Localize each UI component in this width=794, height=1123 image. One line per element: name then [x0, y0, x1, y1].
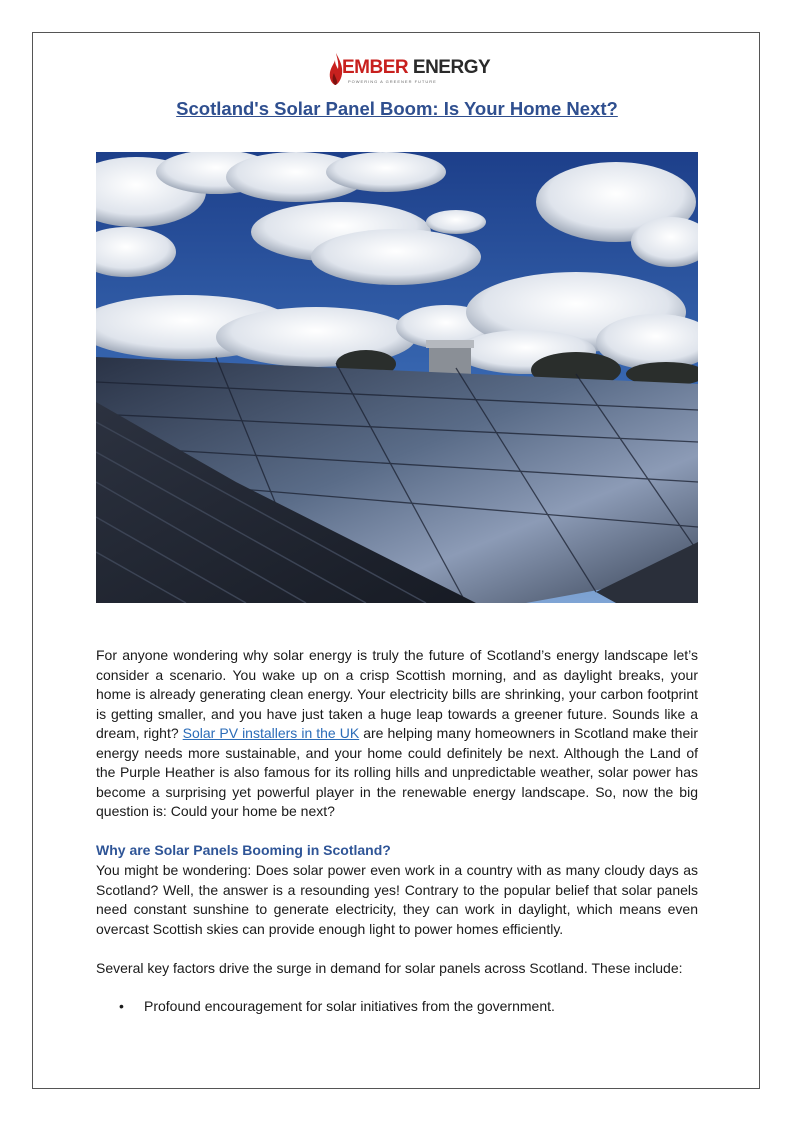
ember-energy-logo[interactable]	[328, 52, 491, 88]
logo-wordmark	[342, 57, 490, 79]
section-paragraph: You might be wondering: Does solar power even work in a country with as many cloudy days as Scotland? Well, the answer is a resounding yes! Contrary to the popular belief that solar panels need constant sunshine to generate electricity, they can work in daylight, which means even overcast Scottish skies can provide enough light to power homes efficiently.	[96, 862, 698, 937]
list-item: Profound encouragement for solar initiatives from the government.	[144, 998, 555, 1014]
intro-text-after: are helping many homeowners in Scotland make their energy needs more sustainable, and your home could definitely be next. Although the Land of the Purple Heather is also famous for its rolling hills and unpredictable weather, solar power has become a surprising yet powerful player in the renewable energy landscape. So, now the big question is: Could your home be next?	[96, 725, 698, 819]
intro-paragraph	[96, 646, 698, 822]
solar-pv-installers-link[interactable]: Solar PV installers in the UK	[182, 725, 360, 741]
logo-ember: EMBER	[342, 57, 409, 78]
intro-text-before: For anyone wondering why solar energy is truly the future of Scotland’s energy landscape let’s consider a scenario. You wake up on a crisp Scottish morning, and as daylight breaks, your home is already generating clean energy. Your electricity bills are shrinking, your carbon footprint is getting smaller, and you have just taken a huge leap towards a greener future. Sounds like a dream, right?	[96, 647, 698, 741]
page-title: Scotland's Solar Panel Boom: Is Your Home Next?	[176, 98, 618, 119]
factors-intro: Several key factors drive the surge in demand for solar panels across Scotland. These include:	[96, 960, 683, 976]
solar-panel-photo	[96, 152, 698, 603]
vent-chimney	[426, 340, 474, 374]
section-heading: Why are Solar Panels Booming in Scotland?	[96, 842, 391, 858]
logo-energy: ENERGY	[412, 57, 491, 78]
bullet-marker: •	[119, 998, 124, 1014]
logo-tagline: POWERING A GREENER FUTURE	[348, 79, 437, 84]
